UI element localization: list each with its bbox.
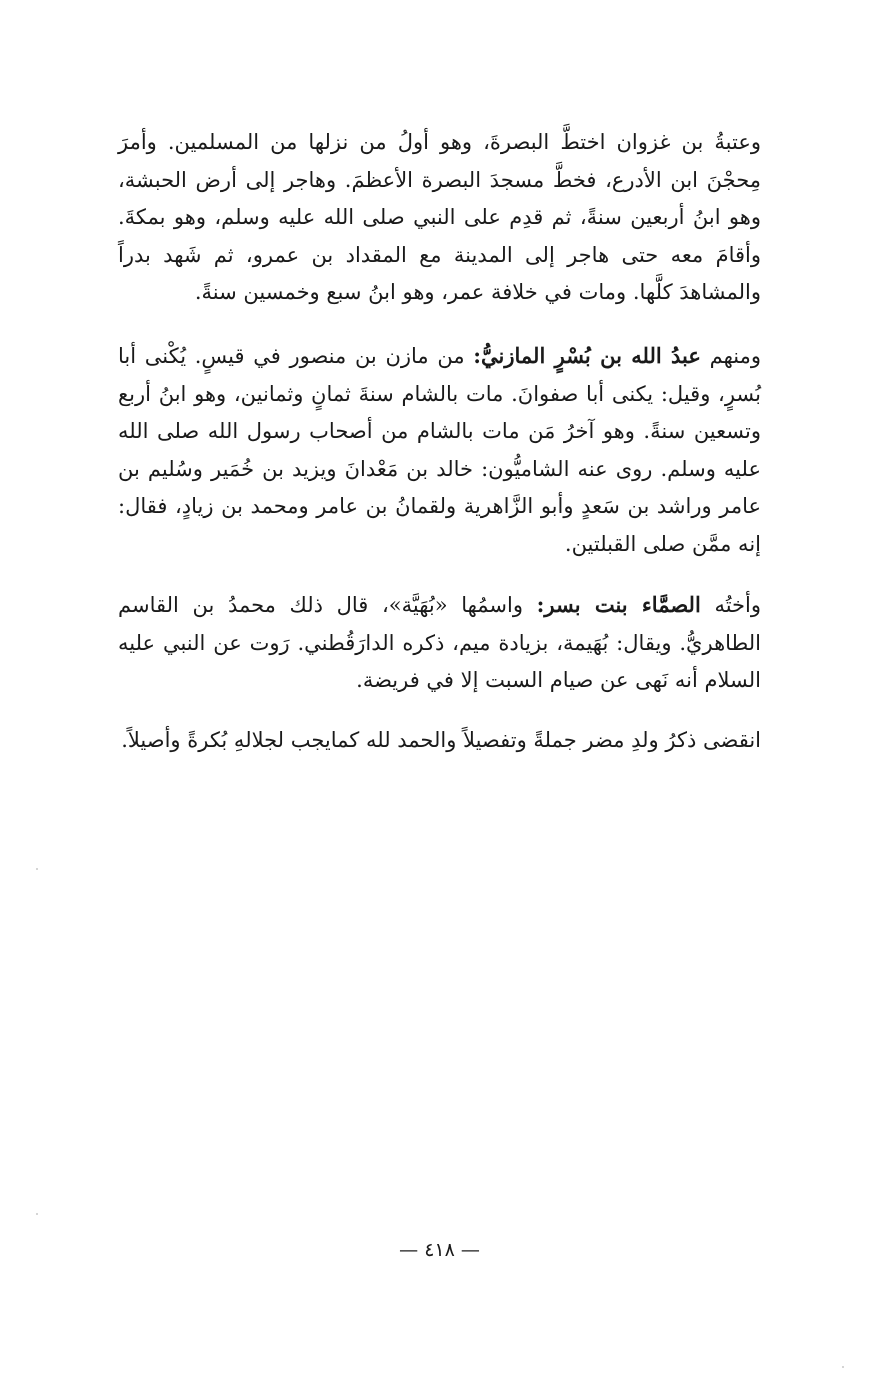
paragraph-3-body: واسمُها «بُهَيَّة»، قال ذلك محمدُ بن القاسم الطاهريُّ. ويقال: بُهَيمة، بزيادة ميم، ذكره الدارَقُطني. رَوت عن النبي عليه السلام أنه نَهى عن صيام السبت إلا في فريضة.: [118, 593, 761, 692]
paragraph-4-body: انقضى ذكرُ ولدِ مضر جملةً وتفصيلاً والحمد لله كمايجب لجلالهِ بُكرةً وأصيلاً.: [121, 728, 761, 752]
paragraph-1-body: وعتبةُ بن غزوان اختطَّ البصرةَ، وهو أولُ من نزلها من المسلمين. وأمرَ مِحجْنَ ابن الأدرع، فخطَّ مسجدَ البصرة الأعظمَ. وهاجر إلى أرض الحبشة، وهو ابنُ أربعين سنةً، ثم قدِم على النبي صلى الله عليه وسلم، وهو بمكةَ. وأقامَ معه حتى هاجر إلى المدينة مع المقداد بن عمرو، ثم شَهد بدراً والمشاهدَ كلَّها. ومات في خلافة عمر، وهو ابنُ سبع وخمسين سنةً.: [118, 130, 761, 304]
paragraph-3-name: الصمَّاء بنت بسر:: [536, 592, 701, 617]
paragraph-3: [118, 586, 761, 700]
paragraph-1: [118, 124, 761, 312]
paragraph-2-body: من مازن بن منصور في قيسٍ. يُكْنى أبا بُسرٍ، وقيل: يكنى أبا صفوانَ. مات بالشام سنةَ ثمانٍ وثمانين، وهو ابنُ أربع وتسعين سنةً. وهو آخرُ مَن مات بالشام من أصحاب رسول الله صلى الله عليه وسلم. روى عنه الشاميُّون: خالد بن مَعْدانَ ويزيد بن خُمَير وسُليم بن عامر وراشد بن سَعدٍ وأبو الزَّاهرية ولقمانُ بن عامر ومحمد بن زيادٍ، فقال: إنه ممَّن صلى القبلتين.: [118, 344, 761, 556]
paragraph-4: [118, 722, 761, 760]
scan-speck: [36, 868, 38, 870]
paragraph-3-lead: وأختُه: [700, 593, 761, 617]
paragraph-2: [118, 337, 761, 563]
paragraph-2-name: عبدُ الله بن بُسْرٍ المازنيُّ:: [473, 343, 701, 368]
scan-speck: [842, 1366, 844, 1368]
page-number: — ٤١٨ —: [399, 1239, 480, 1261]
paragraph-2-lead: ومنهم: [700, 344, 761, 368]
scan-speck: [36, 1213, 38, 1215]
